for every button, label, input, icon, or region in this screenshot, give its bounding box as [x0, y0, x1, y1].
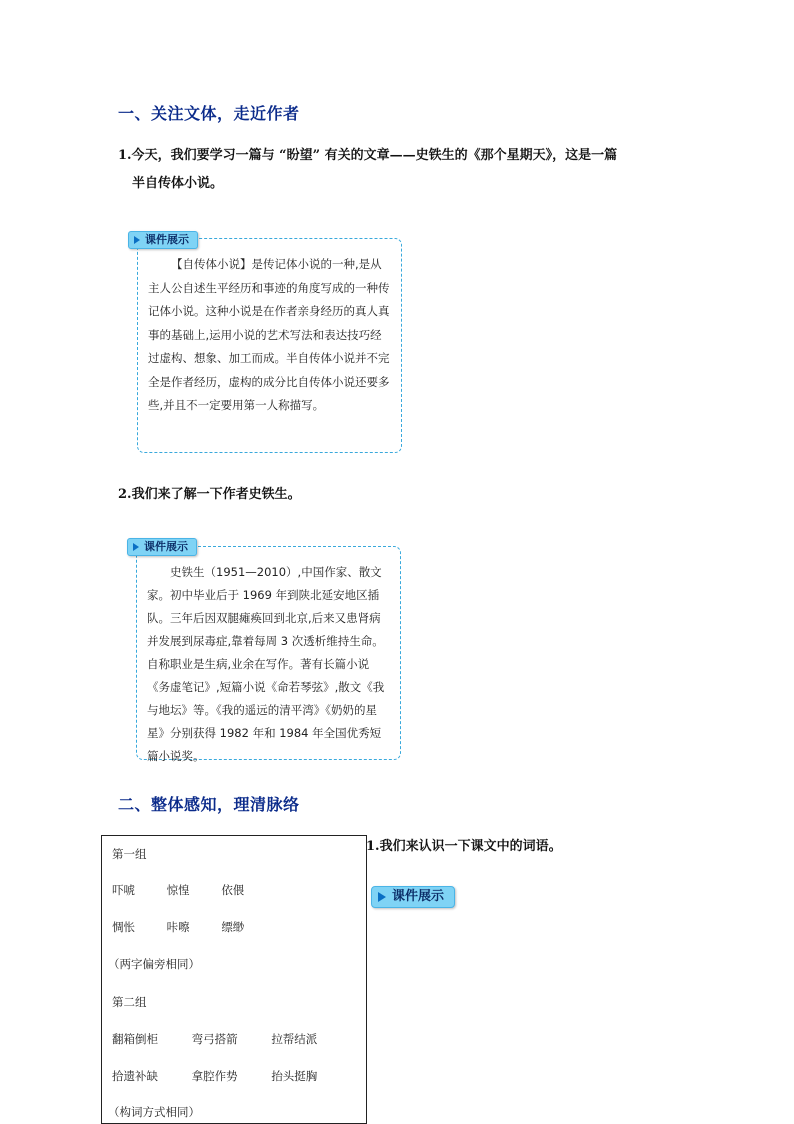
- group1-title: 第一组: [112, 847, 147, 861]
- courseware-badge-3: [371, 886, 455, 908]
- section1-question2: 2.我们来了解一下作者史铁生。: [118, 487, 301, 502]
- vocab-word: 咔嚓: [166, 920, 190, 934]
- vocab-word: 拉帮结派: [271, 1032, 318, 1046]
- vocab-row-3: [112, 1031, 317, 1047]
- section1-question1: [118, 142, 688, 198]
- author-bio-text: 史铁生（1951—2010）,中国作家、散文家。初中毕业后于 1969 年到陕北延安地区插队。三年后因双腿瘫痪回到北京,后来又患肾病并发展到尿毒症,靠着每周 3 次透析维持生命。自称职业是生病,业余在写作。著有长篇小说《务虚笔记》,短篇小说《命若琴弦》,散文《我与地坛》等。《我的遥远的清平湾》《奶奶的星星》分别获得 1982 年和 1984 年全国优秀短篇小说奖。: [147, 565, 385, 763]
- badge-label: 课件展示: [392, 889, 445, 904]
- section2-question1: 1.我们来认识一下课文中的词语。: [366, 839, 562, 854]
- vocab-word: 拾遗补缺: [112, 1069, 158, 1083]
- question1-line1: 1.今天，我们要学习一篇与 “盼望” 有关的文章——史铁生的《那个星期天》，这是一篇: [118, 148, 618, 163]
- vocab-word: 惆怅: [112, 920, 135, 934]
- section2-heading: 二、整体感知，理清脉络: [118, 795, 300, 814]
- badge-label: 课件展示: [145, 233, 189, 246]
- group2-note: （构词方式相同）: [108, 1105, 200, 1119]
- novel-definition-text: 【自传体小说】是传记体小说的一种,是从主人公自述生平经历和事迹的角度写成的一种传记体小说。这种小说是在作者亲身经历的真人真事的基础上,运用小说的艺术写法和表达技巧经过虚构、想象、加工而成。半自传体小说并不完全是作者经历，虚构的成分比自传体小说还要多些,并且不一定要用第一人称描写。: [148, 257, 390, 412]
- vocab-word: 依偎: [221, 883, 245, 897]
- vocab-word: 惊惶: [166, 883, 190, 897]
- intro-box-novel: [137, 238, 402, 453]
- play-triangle-icon: [378, 892, 386, 902]
- vocab-row-4: [112, 1068, 317, 1084]
- play-triangle-icon: [133, 543, 139, 551]
- vocabulary-table: [101, 835, 367, 1124]
- vocab-word: 抬头挺胸: [271, 1069, 318, 1083]
- vocab-word: 弯弓搭箭: [191, 1032, 238, 1046]
- badge-label: 课件展示: [144, 540, 188, 553]
- intro-box-author: [136, 546, 401, 763]
- vocab-word: 拿腔作势: [191, 1069, 238, 1083]
- vocab-row-1: [112, 882, 244, 898]
- courseware-badge-2: [127, 538, 197, 556]
- play-triangle-icon: [134, 236, 140, 244]
- courseware-badge-1: [128, 231, 198, 249]
- question1-line2: 半自传体小说。: [132, 176, 224, 191]
- vocab-row-2: [112, 919, 244, 935]
- vocab-word: 吓唬: [112, 883, 135, 897]
- section1-heading: 一、关注文体，走近作者: [118, 104, 300, 123]
- vocab-word: 缥缈: [221, 920, 245, 934]
- group1-note: （两字偏旁相同）: [108, 957, 200, 971]
- group2-title: 第二组: [112, 995, 147, 1009]
- vocab-word: 翻箱倒柜: [112, 1032, 158, 1046]
